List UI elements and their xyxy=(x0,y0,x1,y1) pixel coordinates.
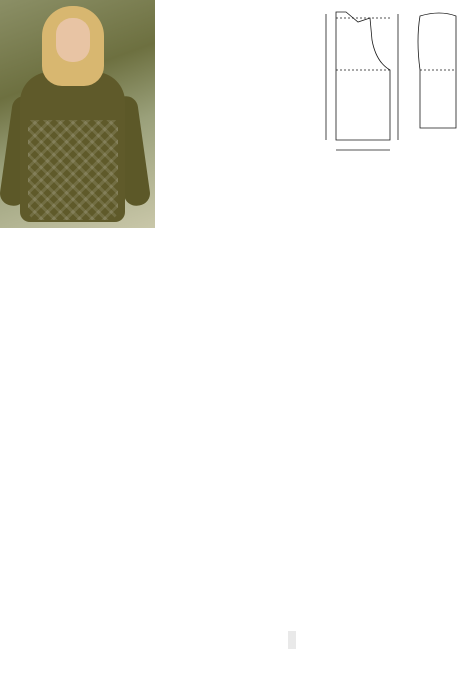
instructions-text xyxy=(2,230,152,231)
front-back-pattern xyxy=(326,12,398,150)
sleeve-pattern xyxy=(418,13,456,128)
assembly-text xyxy=(163,0,313,1)
watermark-logo-mark xyxy=(288,631,296,649)
crochet-chart xyxy=(164,200,460,683)
pattern-pieces xyxy=(316,0,460,160)
photo-lace-pattern xyxy=(28,120,118,220)
photo-face xyxy=(56,18,90,62)
model-photo xyxy=(0,0,155,228)
